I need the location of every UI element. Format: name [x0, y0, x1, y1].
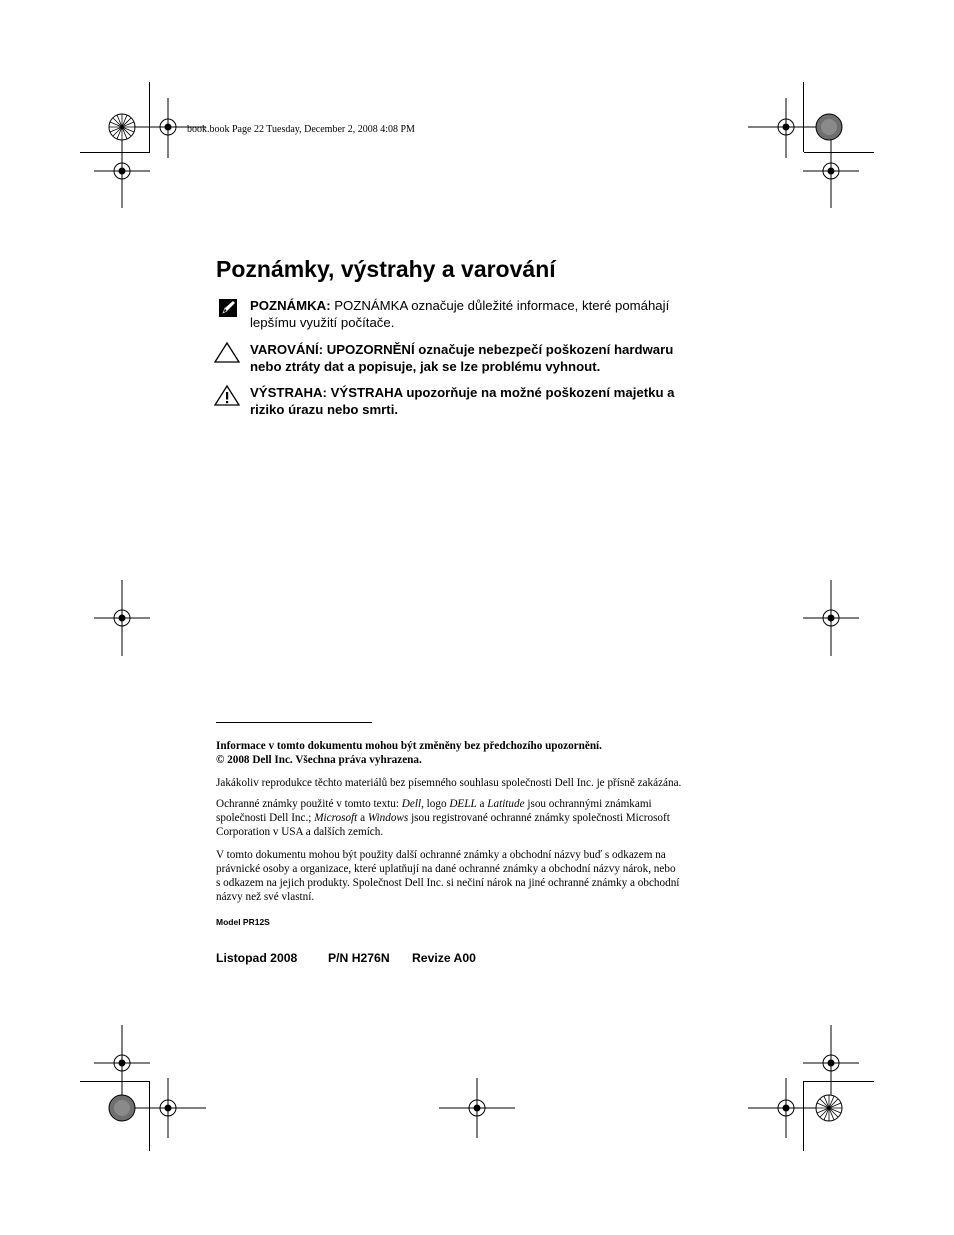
warning-text-line1: VÝSTRAHA upozorňuje na možné poškození majetku a: [326, 385, 675, 400]
trademark-dell-logo: DELL: [449, 798, 477, 810]
registration-crosshair-icon: [439, 1078, 515, 1138]
trademark-latitude: Latitude: [487, 798, 525, 810]
caution-label: VAROVÁNÍ:: [250, 342, 324, 357]
change-notice-line: Informace v tomto dokumentu mohou být změněny bez předchozího upozornění.: [216, 740, 602, 752]
registration-crosshair-icon: [803, 580, 859, 656]
change-notice: [216, 739, 744, 767]
registration-crosshair-icon: [748, 98, 824, 158]
other-trademarks-notice: [216, 848, 744, 904]
note-text-line2: lepšímu využití počítače.: [250, 315, 395, 330]
trademark-text: , logo: [421, 798, 450, 810]
trademark-text: a: [476, 798, 488, 810]
registration-crosshair-icon: [94, 580, 150, 656]
copyright-line: © 2008 Dell Inc. Všechna práva vyhrazena.: [216, 754, 422, 766]
page-title: Poznámky, výstrahy a varování: [216, 256, 556, 282]
warning-label: VÝSTRAHA:: [250, 385, 327, 400]
other-trademarks-line: V tomto dokumentu mohou být použity další ochranné známky a obchodní názvy buď s odkazem na: [216, 849, 666, 861]
model-number: Model PR12S: [216, 917, 270, 927]
other-trademarks-line: právnické osoby a organizace, které uplatňují na dané ochranné známky a obchodní názvy nárok, nebo: [216, 863, 676, 875]
caution-triangle-icon: [213, 341, 241, 365]
revision: Revize A00: [412, 951, 476, 965]
document-info-line: [216, 951, 476, 965]
gray-target-icon: [816, 114, 842, 140]
caution-text-line2: nebo ztráty dat a popisuje, jak se lze problému vyhnout.: [250, 359, 601, 374]
starburst-target-icon: [816, 1095, 842, 1121]
starburst-target-icon: [109, 114, 135, 140]
trademark-notice: [216, 797, 744, 839]
note-text-line1: POZNÁMKA označuje důležité informace, které pomáhají: [330, 298, 670, 313]
trademark-text: a: [357, 812, 368, 824]
trademark-text: společnosti Dell Inc.;: [216, 812, 315, 824]
gray-target-icon: [109, 1095, 135, 1121]
registration-crosshair-icon: [748, 1078, 824, 1138]
other-trademarks-line: s odkazem na jejich produkty. Společnost Dell Inc. si nečiní nárok na jiné ochranné známky a obchodní: [216, 877, 680, 889]
registration-crosshair-icon: [130, 1078, 206, 1138]
part-number: P/N H276N: [328, 951, 390, 965]
trademark-windows: Windows: [367, 812, 409, 824]
trademark-microsoft: Microsoft: [314, 812, 358, 824]
header-slug: book.book Page 22 Tuesday, December 2, 2008 4:08 PM: [187, 124, 415, 135]
warning-text-line2: riziko úrazu nebo smrti.: [250, 402, 399, 417]
registration-crosshair-icon: [94, 132, 150, 208]
trademark-dell: Dell: [401, 798, 422, 810]
registration-crosshair-icon: [803, 1025, 859, 1101]
trademark-text: jsou ochrannými známkami: [524, 798, 652, 810]
other-trademarks-line: názvy než své vlastní.: [216, 891, 315, 903]
note-label: POZNÁMKA:: [250, 298, 331, 313]
registration-crosshair-icon: [94, 1025, 150, 1101]
reproduction-notice: Jakákoliv reprodukce těchto materiálů bez písemného souhlasu společnosti Dell Inc. je přísně zakázána.: [216, 777, 682, 789]
trademark-text: jsou registrované ochranné známky společnosti Microsoft: [408, 812, 670, 824]
registration-crosshair-icon: [803, 132, 859, 208]
trademark-text: Ochranné známky použité v tomto textu:: [216, 798, 402, 810]
footnote-rule: [216, 722, 372, 723]
caution-text-line1: UPOZORNĚNÍ označuje nebezpečí poškození hardwaru: [323, 342, 674, 357]
trademark-text: Corporation v USA a dalších zemích.: [216, 826, 384, 838]
note-pencil-icon: [213, 297, 241, 321]
warning-triangle-exclamation-icon: [213, 384, 241, 408]
publication-date: Listopad 2008: [216, 951, 298, 965]
